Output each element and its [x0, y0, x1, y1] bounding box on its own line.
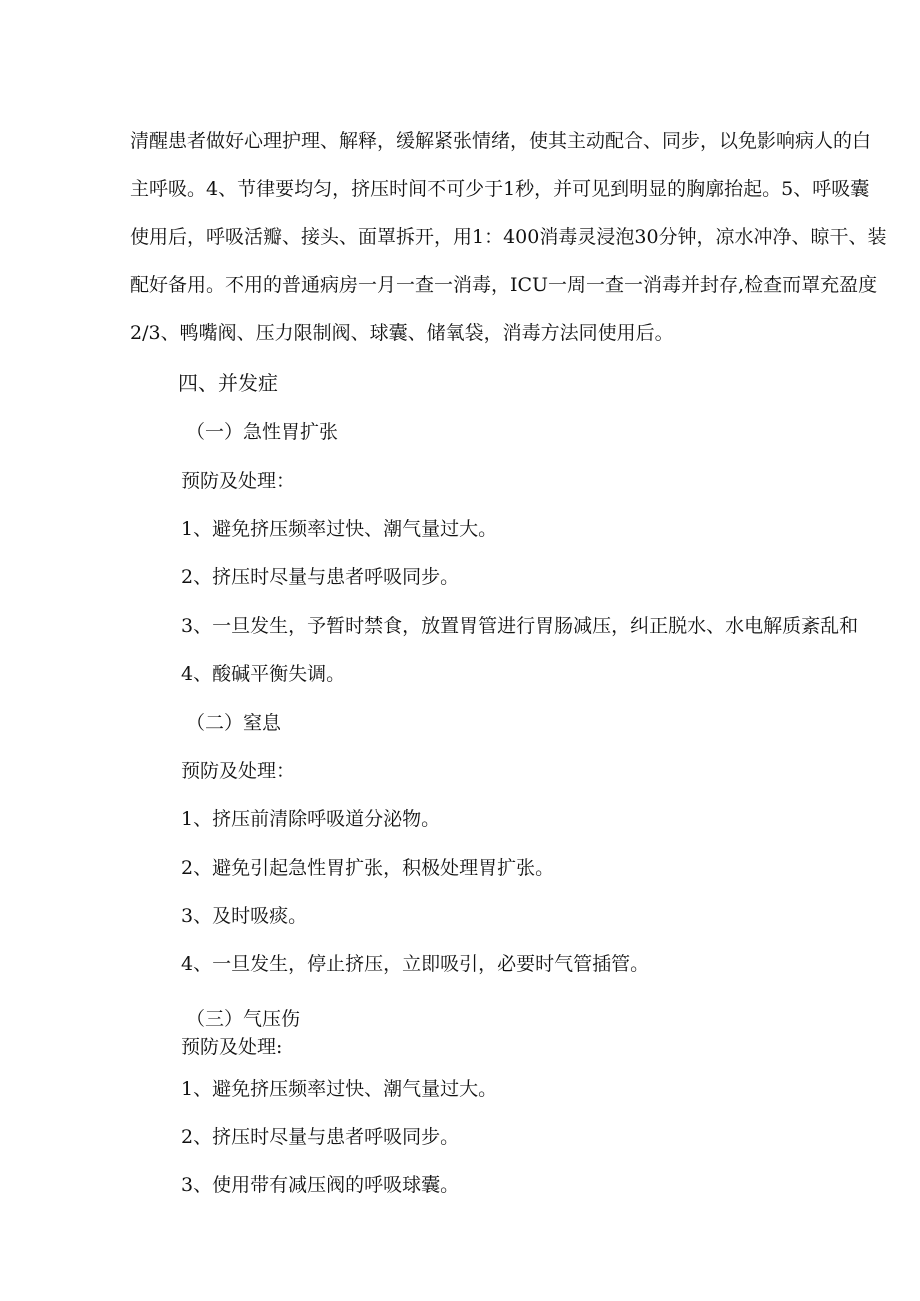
list-item: 2、挤压时尽量与患者呼吸同步。	[181, 566, 460, 588]
subsection-title: （一）急性胃扩张	[186, 421, 339, 443]
paragraph-line: 配好备用。不用的普通病房一月一查一消毒，ICU一周一查一消毒并封存,检查而罩充盈度	[130, 274, 878, 296]
subsection-label: 预防及处理:	[181, 1036, 283, 1058]
list-item: 4、酸碱平衡失调。	[181, 663, 346, 685]
list-item: 3、一旦发生，予暂时禁食，放置胃管进行胃肠减压，纠正脱水、水电解质紊乱和	[181, 615, 859, 637]
list-item: 3、及时吸痰。	[181, 905, 308, 927]
list-item: 3、使用带有减压阀的呼吸球囊。	[181, 1174, 460, 1196]
paragraph-line: 2/3、鸭嘴阀、压力限制阀、球囊、储氧袋，消毒方法同使用后。	[130, 322, 674, 344]
list-item: 2、避免引起急性胃扩张，积极处理胃扩张。	[181, 857, 555, 879]
section-heading: 四、并发症	[178, 371, 278, 395]
list-item: 1、避免挤压频率过快、潮气量过大。	[181, 518, 498, 540]
paragraph-line: 使用后，呼吸活瓣、接头、面罩拆开，用1：400消毒灵浸泡30分钟，凉水冲净、晾干、装	[130, 226, 887, 248]
subsection-label: 预防及处理：	[181, 760, 296, 782]
intro-paragraph	[130, 124, 920, 364]
list-item: 1、挤压前清除呼吸道分泌物。	[181, 808, 441, 830]
list-item: 2、挤压时尽量与患者呼吸同步。	[181, 1126, 460, 1148]
subsection-label: 预防及处理：	[181, 470, 296, 492]
list-item: 4、一旦发生，停止挤压，立即吸引，必要时气管插管。	[181, 953, 650, 975]
list-item: 1、避免挤压频率过快、潮气量过大。	[181, 1078, 498, 1100]
paragraph-line: 清醒患者做好心理护理、解释，缓解紧张情绪，使其主动配合、同步，以免影响病人的白	[130, 130, 872, 152]
subsection-title: （三）气压伤	[186, 1008, 301, 1030]
paragraph-line: 主呼吸。4、节律要均匀，挤压时间不可少于1秒，并可见到明显的胸廓抬起。5、呼吸囊	[130, 178, 870, 200]
subsection-title: （二）窒息	[186, 712, 282, 734]
